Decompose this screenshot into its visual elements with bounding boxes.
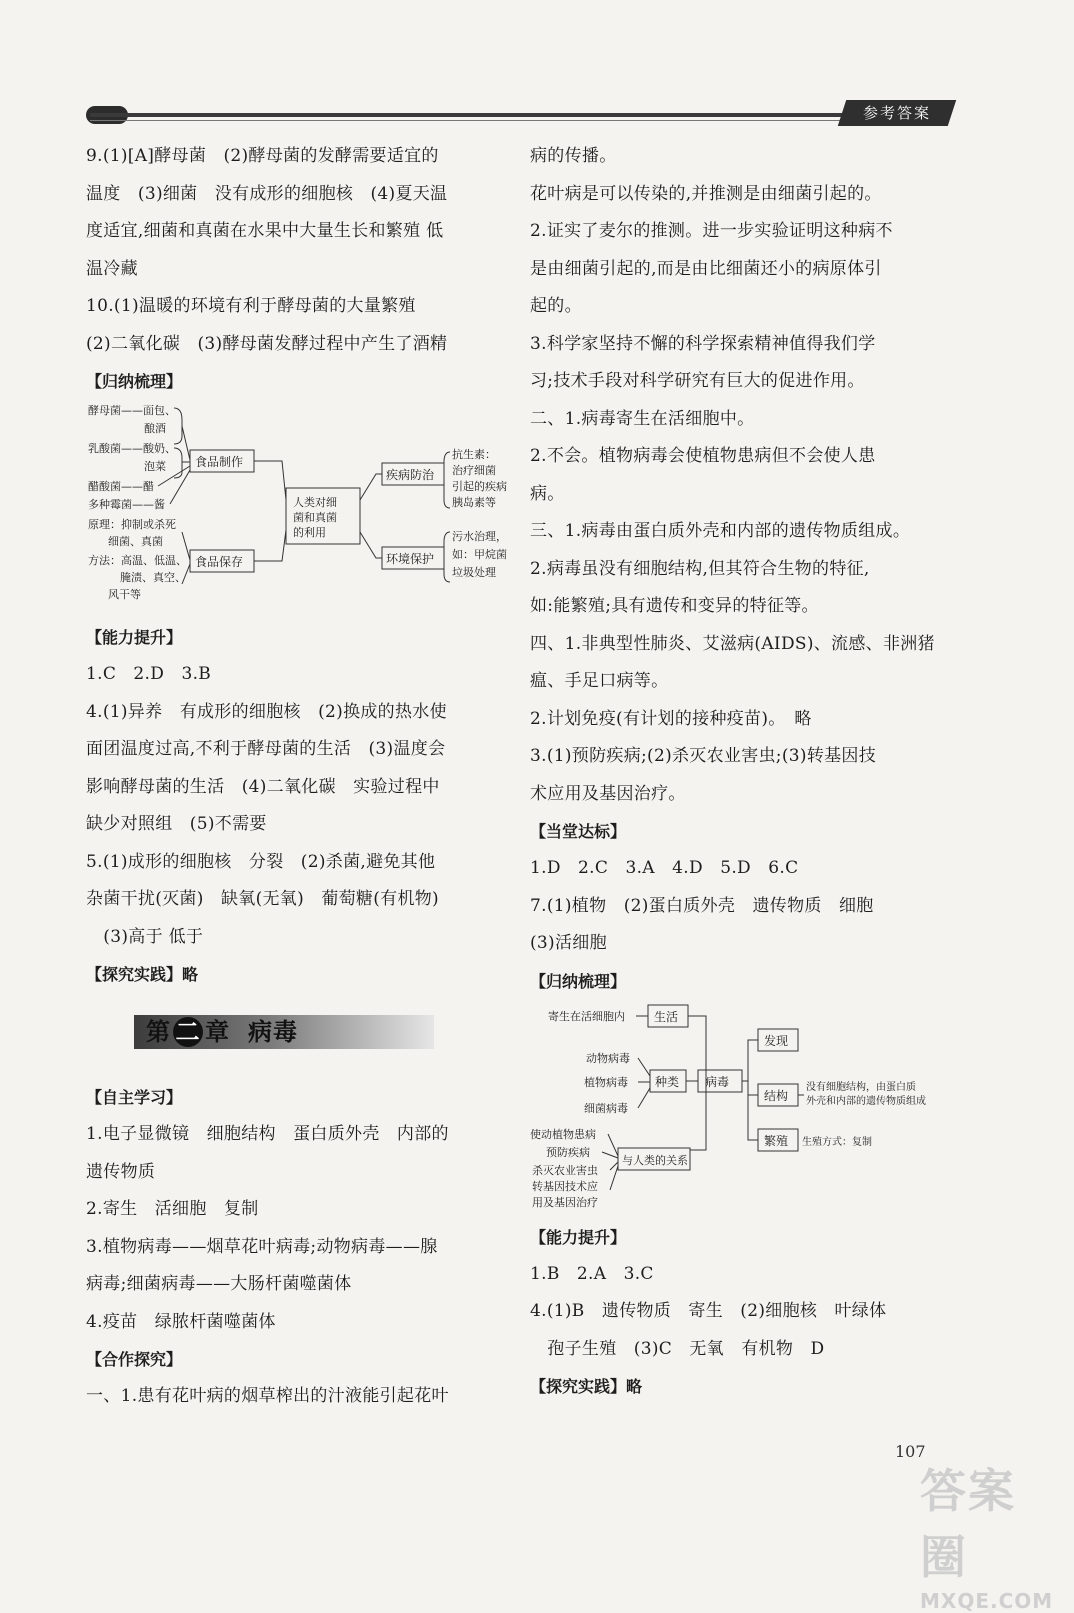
answer-lines-class-check [530,850,960,963]
text-line: 1.C 2.D 3.B [86,664,212,684]
box-label: 种类 [655,1074,680,1089]
text-line: 2.计划免疫(有计划的接种疫苗)。 略 [530,708,812,729]
box-label: 结构 [764,1088,789,1103]
diagram-label: 动物病毒 [586,1051,630,1065]
text-line: 5.(1)成形的细胞核 分裂 (2)杀菌,避免其他 [86,851,436,872]
diagram-label: 方法：高温、低温、 [88,554,187,567]
connector [254,461,286,561]
box-label: 环境保护 [386,552,435,566]
diagram-label: 外壳和内部的遗传物质组成 [806,1095,926,1107]
text-line: 温度 (3)细菌 没有成形的细胞核 (4)夏天温 [86,183,448,204]
diagram-label: 如：甲烷菌 [452,548,507,561]
text-line: 7.(1)植物 (2)蛋白质外壳 遗传物质 细胞 [530,895,874,916]
diagram-label: 细菌、真菌 [108,535,163,548]
box-label: 发现 [764,1033,789,1048]
diagram-label: 风干等 [108,588,141,601]
header-rule-thin [90,120,948,121]
text-line: 1.电子显微镜 细胞结构 蛋白质外壳 内部的 [86,1124,449,1144]
watermark-url: MXQE.COM [920,1589,1054,1613]
section-heading: 【探究实践】略 [530,1377,643,1396]
diagram-label: 没有细胞结构，由蛋白质 [806,1081,916,1093]
text-line: 2.不会。植物病毒会使植物患病但不会使人患 [530,446,876,466]
diagram-label: 泡菜 [144,460,166,473]
section-heading: 【合作探究】 [86,1350,183,1369]
text-line: 是由细菌引起的,而是由比细菌还小的病原体引 [530,258,882,279]
diagram-label: 乳酸菌——酸奶、 [88,442,176,455]
text-line: 影响酵母菌的生活 (4)二氧化碳 实验过程中 [86,776,440,797]
page-number: 107 [895,1442,926,1461]
bracket-line [444,532,450,582]
diagram-label: 植物病毒 [584,1075,628,1089]
chapter-prefix: 第 [146,1018,171,1046]
section-heading: 【自主学习】 [86,1088,183,1107]
connector [360,474,382,558]
header-rule [90,113,948,117]
text-line: 花叶病是可以传染的,并推测是由细菌引起的。 [530,183,882,204]
diagram-label: 抗生素： [452,448,496,461]
text-line: (3)活细胞 [530,933,607,953]
diagram-bacteria-fungi-use [86,400,516,615]
text-line: 孢子生殖 (3)C 无氧 有机物 D [530,1338,825,1359]
box-label: 的利用 [293,526,326,539]
text-line: 2.寄生 活细胞 复制 [86,1199,259,1219]
diagram-label: 寄生在活细胞内 [548,1009,625,1023]
text-line: 四、1.非典型性肺炎、艾滋病(AIDS)、流感、非洲猪 [530,633,935,654]
box-label: 繁殖 [764,1133,789,1148]
text-line: 10.(1)温暖的环境有利于酵母菌的大量繁殖 [86,296,416,316]
diagram-label: 使动植物患病 [530,1127,596,1141]
section-heading: 【探究实践】略 [86,965,199,984]
section-heading: 【归纳梳理】 [530,971,627,991]
text-line: 病的传播。 [530,146,617,166]
box-label: 与人类的关系 [622,1153,688,1167]
text-line: 1.B 2.A 3.C [530,1263,654,1284]
diagram-virus [530,1000,960,1215]
text-line: 杂菌干扰(灭菌) 缺氧(无氧) 葡萄糖(有机物) [86,889,439,909]
answer-lines-cooperative [530,138,960,813]
text-line: (3)高于 低于 [86,926,204,947]
text-line: 起的。 [530,296,582,316]
box-label: 病毒 [705,1074,730,1089]
box-label: 食品保存 [195,555,244,569]
text-line: 4.(1)异养 有成形的细胞核 (2)换成的热水使 [86,701,447,722]
diagram-label: 原理：抑制或杀死 [88,518,176,531]
watermark-text: 答案圈 [920,1464,1016,1584]
diagram-label: 酿酒 [144,422,166,435]
answer-lines-ability [86,656,506,956]
watermark-stamp [920,1455,1060,1613]
section-heading: 【能力提升】 [530,1227,627,1247]
chapter-name: 病毒 [248,1018,298,1046]
text-line: 温冷藏 [86,258,138,279]
box-label: 食品制作 [195,455,244,469]
text-line: 遗传物质 [86,1161,156,1182]
text-line: 瘟、手足口病等。 [530,671,669,691]
text-line: 面团温度过高,不利于酵母菌的生活 (3)温度会 [86,739,446,759]
text-line: 二、1.病毒寄生在活细胞中。 [530,408,755,429]
diagram-label: 杀灭农业害虫 [532,1163,598,1177]
right-column [530,138,960,1405]
chapter-title [146,1015,298,1049]
text-line: 2.病毒虽没有细胞结构,但其符合生物的特征, [530,558,870,579]
text-line: 3.植物病毒——烟草花叶病毒;动物病毒——腺 [86,1236,438,1257]
text-line: 度适宜,细菌和真菌在水果中大量生长和繁殖 低 [86,221,444,241]
answer-lines-9-10 [86,138,506,363]
diagram-label: 用及基因治疗 [532,1195,598,1209]
diagram-label: 垃圾处理 [452,566,496,579]
section-heading: 【归纳梳理】 [86,372,183,391]
box-label: 人类对细 [293,496,337,509]
section-heading: 【能力提升】 [86,628,183,647]
text-line: 习;技术手段对科学研究有巨大的促进作用。 [530,371,865,391]
chapter-number: 二 [173,1017,203,1047]
left-column [86,138,506,1416]
chapter-banner [86,993,506,1079]
text-line: 3.(1)预防疾病;(2)杀灭农业害虫;(3)转基因技 [530,746,877,766]
box-label: 疾病防治 [386,468,435,482]
diagram-label: 腌渍、真空、 [120,571,186,584]
diagram-label: 醋酸菌——醋 [88,480,154,493]
diagram-label: 多种霉菌——酱 [88,498,165,511]
diagram-label: 污水治理， [452,530,507,543]
diagram-label: 胰岛素等 [452,496,496,509]
connector [638,1058,650,1108]
answer-lines-ability-2 [530,1256,960,1369]
diagram-label: 转基因技术应 [532,1179,598,1193]
text-line: (2)二氧化碳 (3)酵母菌发酵过程中产生了酒精 [86,333,448,354]
text-line: 4.疫苗 绿脓杆菌噬菌体 [86,1311,276,1332]
text-line: 9.(1)[A]酵母菌 (2)酵母菌的发酵需要适宜的 [86,146,439,166]
diagram-label: 生殖方式：复制 [802,1136,872,1148]
diagram-label: 酵母菌——面包、 [88,404,176,417]
bracket-line [444,452,450,508]
diagram-label: 治疗细菌 [452,464,496,477]
diagram-label: 引起的疾病 [452,480,507,493]
diagram-label: 细菌病毒 [584,1101,628,1115]
text-line: 缺少对照组 (5)不需要 [86,814,267,834]
text-line: 三、1.病毒由蛋白质外壳和内部的遗传物质组成。 [530,521,911,541]
box-label: 菌和真菌 [293,511,337,524]
connector [686,1016,706,1150]
text-line: 3.科学家坚持不懈的科学探索精神值得我们学 [530,333,876,354]
text-line: 病毒;细菌病毒——大肠杆菌噬菌体 [86,1274,352,1294]
section-heading: 【当堂达标】 [530,822,627,841]
text-line: 一、1.患有花叶病的烟草榨出的汁液能引起花叶 [86,1386,449,1406]
answer-lines-self-study [86,1116,506,1341]
text-line: 4.(1)B 遗传物质 寄生 (2)细胞核 叶绿体 [530,1301,887,1321]
connector [602,1134,618,1190]
chapter-suffix: 章 [205,1018,230,1046]
text-line: 术应用及基因治疗。 [530,783,686,804]
box-label: 生活 [654,1009,679,1024]
text-line: 如:能繁殖;具有遗传和变异的特征等。 [530,596,819,616]
header-tag: 参考答案 [838,100,956,126]
text-line: 2.证实了麦尔的推测。进一步实验证明这种病不 [530,221,893,241]
text-line: 1.D 2.C 3.A 4.D 5.D 6.C [530,858,799,878]
connector [742,1040,758,1140]
diagram-label: 预防疾病 [546,1145,590,1159]
text-line: 病。 [530,483,565,504]
